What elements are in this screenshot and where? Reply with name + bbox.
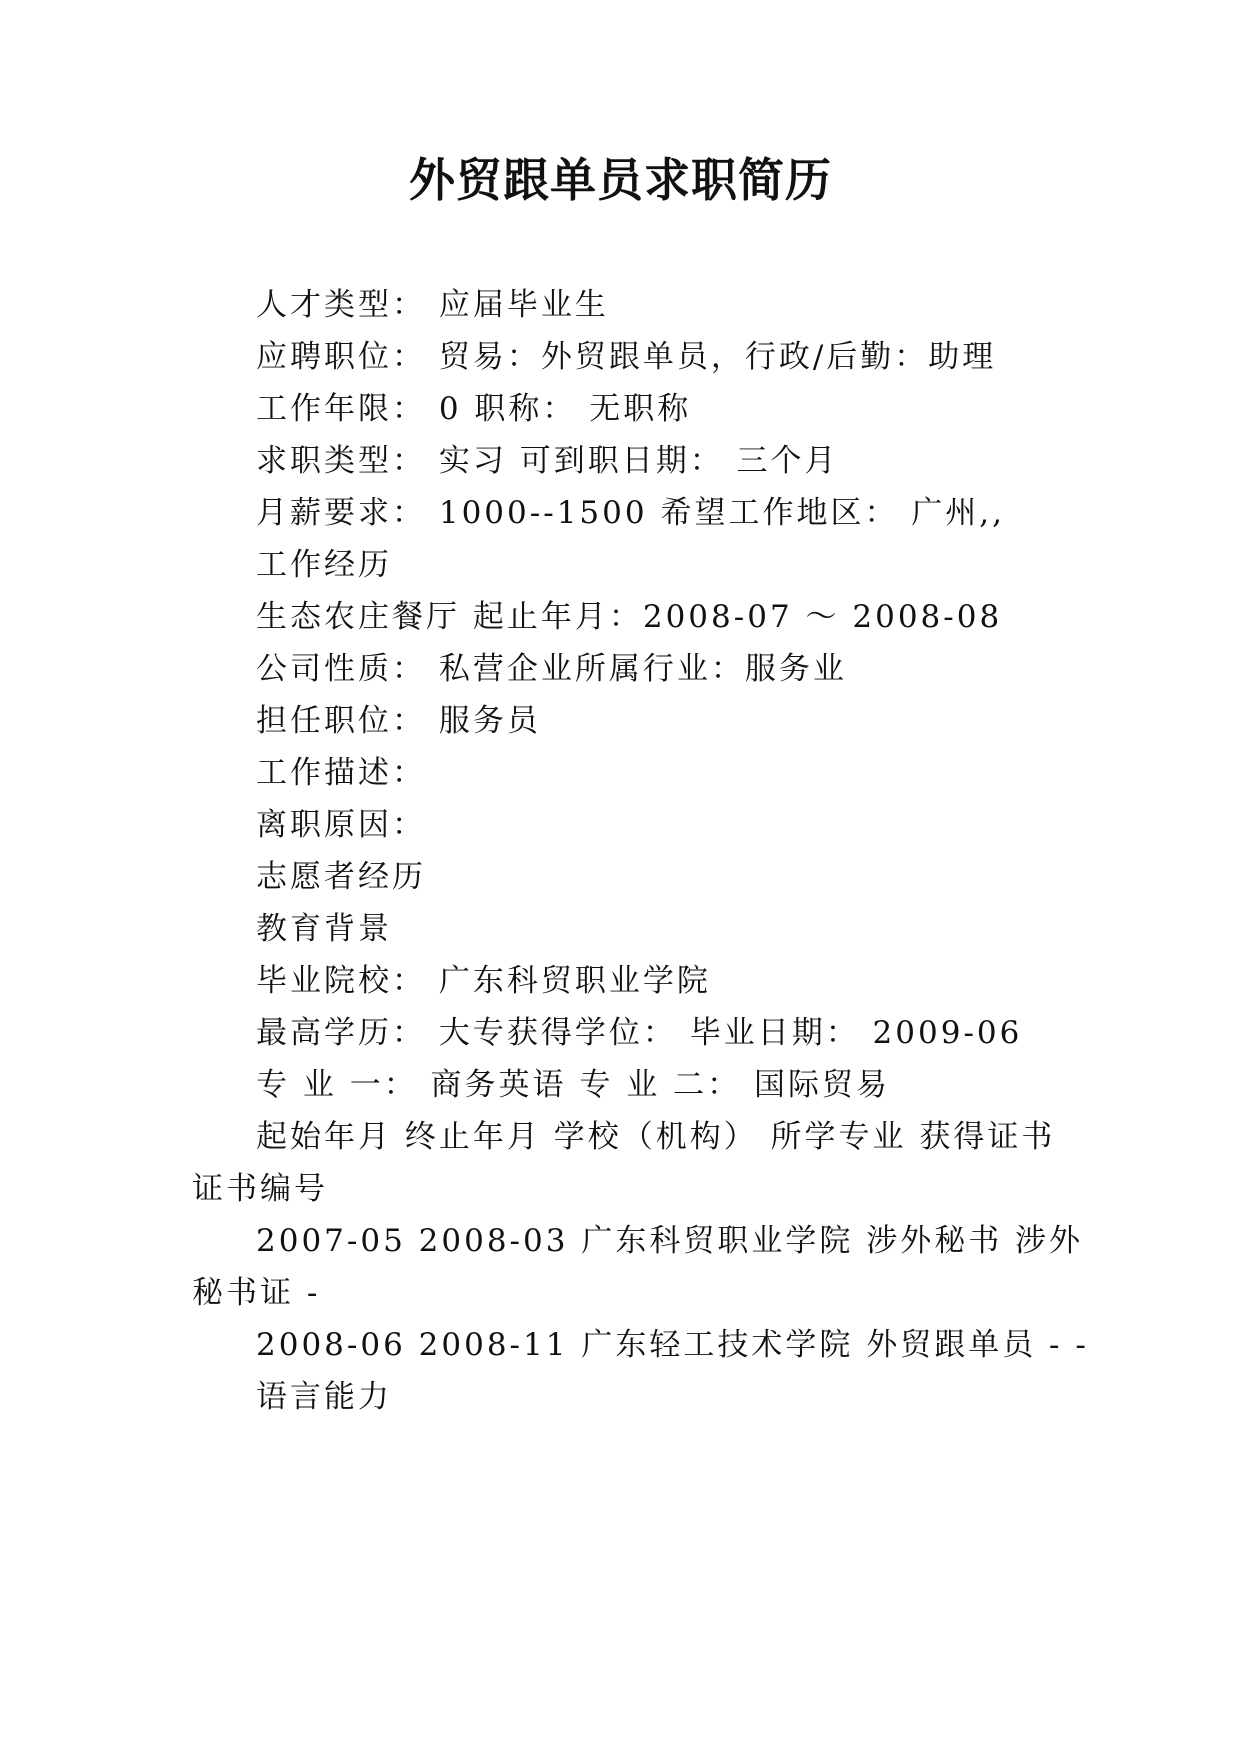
field-position-applied: 应聘职位： 贸易：外贸跟单员，行政/后勤：助理 (256, 339, 997, 375)
education-table-header-cont: 证书编号 (192, 1171, 328, 1207)
work-entry-role: 担任职位： 服务员 (256, 703, 541, 739)
field-talent-type: 人才类型： 应届毕业生 (256, 287, 609, 323)
field-school: 毕业院校： 广东科贸职业学院 (256, 963, 711, 999)
section-volunteer: 志愿者经历 (256, 859, 426, 895)
field-work-years: 工作年限： 0 职称： 无职称 (256, 391, 692, 427)
education-row-2: 2008-06 2008-11 广东轻工技术学院 外贸跟单员 - - (256, 1327, 1089, 1363)
section-education: 教育背景 (256, 911, 392, 947)
field-highest-degree: 最高学历： 大专获得学位： 毕业日期： 2009-06 (256, 1015, 1023, 1051)
education-row-1-cont: 秘书证 - (192, 1275, 321, 1311)
field-job-type: 求职类型： 实习 可到职日期： 三个月 (256, 443, 839, 479)
section-language: 语言能力 (256, 1379, 392, 1415)
section-work-history: 工作经历 (256, 547, 392, 583)
work-entry-employer: 生态农庄餐厅 起止年月：2008-07 ～ 2008-08 (256, 599, 1003, 635)
document-title: 外贸跟单员求职简历 (409, 153, 832, 207)
work-entry-leave-reason: 离职原因： (256, 807, 426, 843)
field-salary: 月薪要求： 1000--1500 希望工作地区： 广州,, (256, 495, 1006, 531)
field-majors: 专 业 一： 商务英语 专 业 二： 国际贸易 (256, 1067, 890, 1103)
work-entry-description: 工作描述： (256, 755, 426, 791)
work-entry-company-type: 公司性质： 私营企业所属行业：服务业 (256, 651, 847, 687)
education-table-header: 起始年月 终止年月 学校（机构） 所学专业 获得证书 (256, 1119, 1056, 1155)
education-row-1: 2007-05 2008-03 广东科贸职业学院 涉外秘书 涉外 (256, 1223, 1084, 1259)
